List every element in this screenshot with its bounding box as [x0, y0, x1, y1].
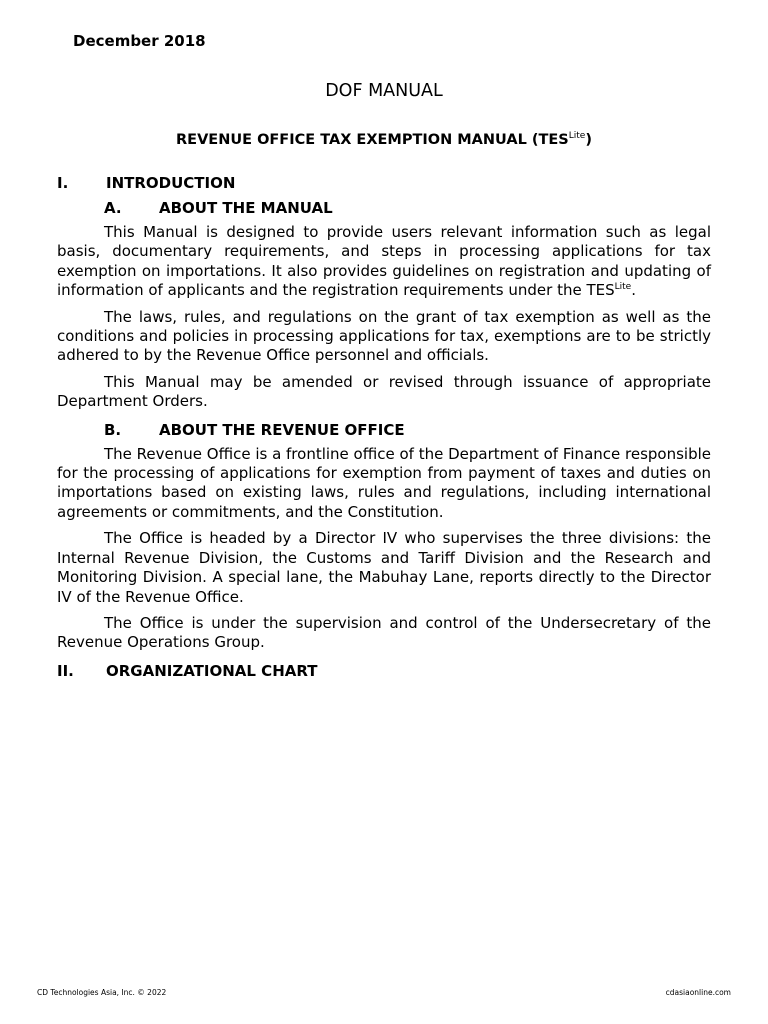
document-title-superscript: Lite: [568, 131, 586, 141]
paragraph-manual-purpose: [57, 223, 711, 301]
section-label: INTRODUCTION: [106, 174, 236, 192]
section-number: II.: [57, 661, 74, 680]
paragraph-superscript: Lite: [614, 282, 632, 293]
paragraph-laws-rules: The laws, rules, and regulations on the grant of tax exemption as well as the conditions and policies in processing applications for tax, exemptions are to be strictly adhered to by the Revenue Office personnel and officials.: [57, 307, 711, 365]
section-label: ORGANIZATIONAL CHART: [106, 661, 318, 680]
paragraph-office-structure: The Office is headed by a Director IV who supervises the three divisions: the Internal Revenue Division, the Customs and Tariff Division and the Research and Monitoring Division. A special lane, the Mabuhay Lane, reports directly to the Director IV of the Revenue Office.: [57, 529, 711, 606]
paragraph-office-description: The Revenue Office is a frontline office of the Department of Finance responsible for the processing of applications for exemption from payment of taxes and duties on importations based on existing laws, rules and regulations, including international agreements or commitments, and the Constitution.: [57, 444, 711, 521]
subsection-number: B.: [104, 420, 122, 439]
section-heading-organizational-chart: [57, 660, 711, 685]
subsection-heading-about-office: [57, 419, 711, 445]
section-heading-introduction: [57, 172, 711, 197]
section-number: I.: [57, 174, 69, 192]
document-title-close: ): [585, 132, 592, 148]
subsection-label: ABOUT THE REVENUE OFFICE: [159, 420, 405, 439]
document-header: DOF MANUAL: [325, 81, 443, 101]
footer-copyright: CD Technologies Asia, Inc. © 2022: [37, 988, 167, 997]
document-date: December 2018: [73, 32, 206, 50]
footer-website: cdasiaonline.com: [665, 988, 731, 997]
paragraph-end: .: [631, 281, 636, 300]
subsection-number: A.: [104, 199, 122, 217]
paragraph-office-supervision: The Office is under the supervision and control of the Undersecretary of the Revenue Operations Group.: [57, 613, 711, 652]
subsection-heading-about-manual: [57, 197, 711, 223]
paragraph-amendment: This Manual may be amended or revised through issuance of appropriate Department Orders.: [57, 372, 711, 411]
document-title: [0, 132, 768, 148]
paragraph-text: This Manual is designed to provide users relevant information such as legal basis, documentary requirements, and steps in processing applications for tax exemption on importations. It also provides guidelines on registration and updating of information of applicants and the registration requirements under the TES: [57, 223, 711, 300]
document-title-main: REVENUE OFFICE TAX EXEMPTION MANUAL (TES: [176, 132, 569, 148]
subsection-label: ABOUT THE MANUAL: [159, 199, 333, 217]
document-body: [57, 172, 711, 685]
